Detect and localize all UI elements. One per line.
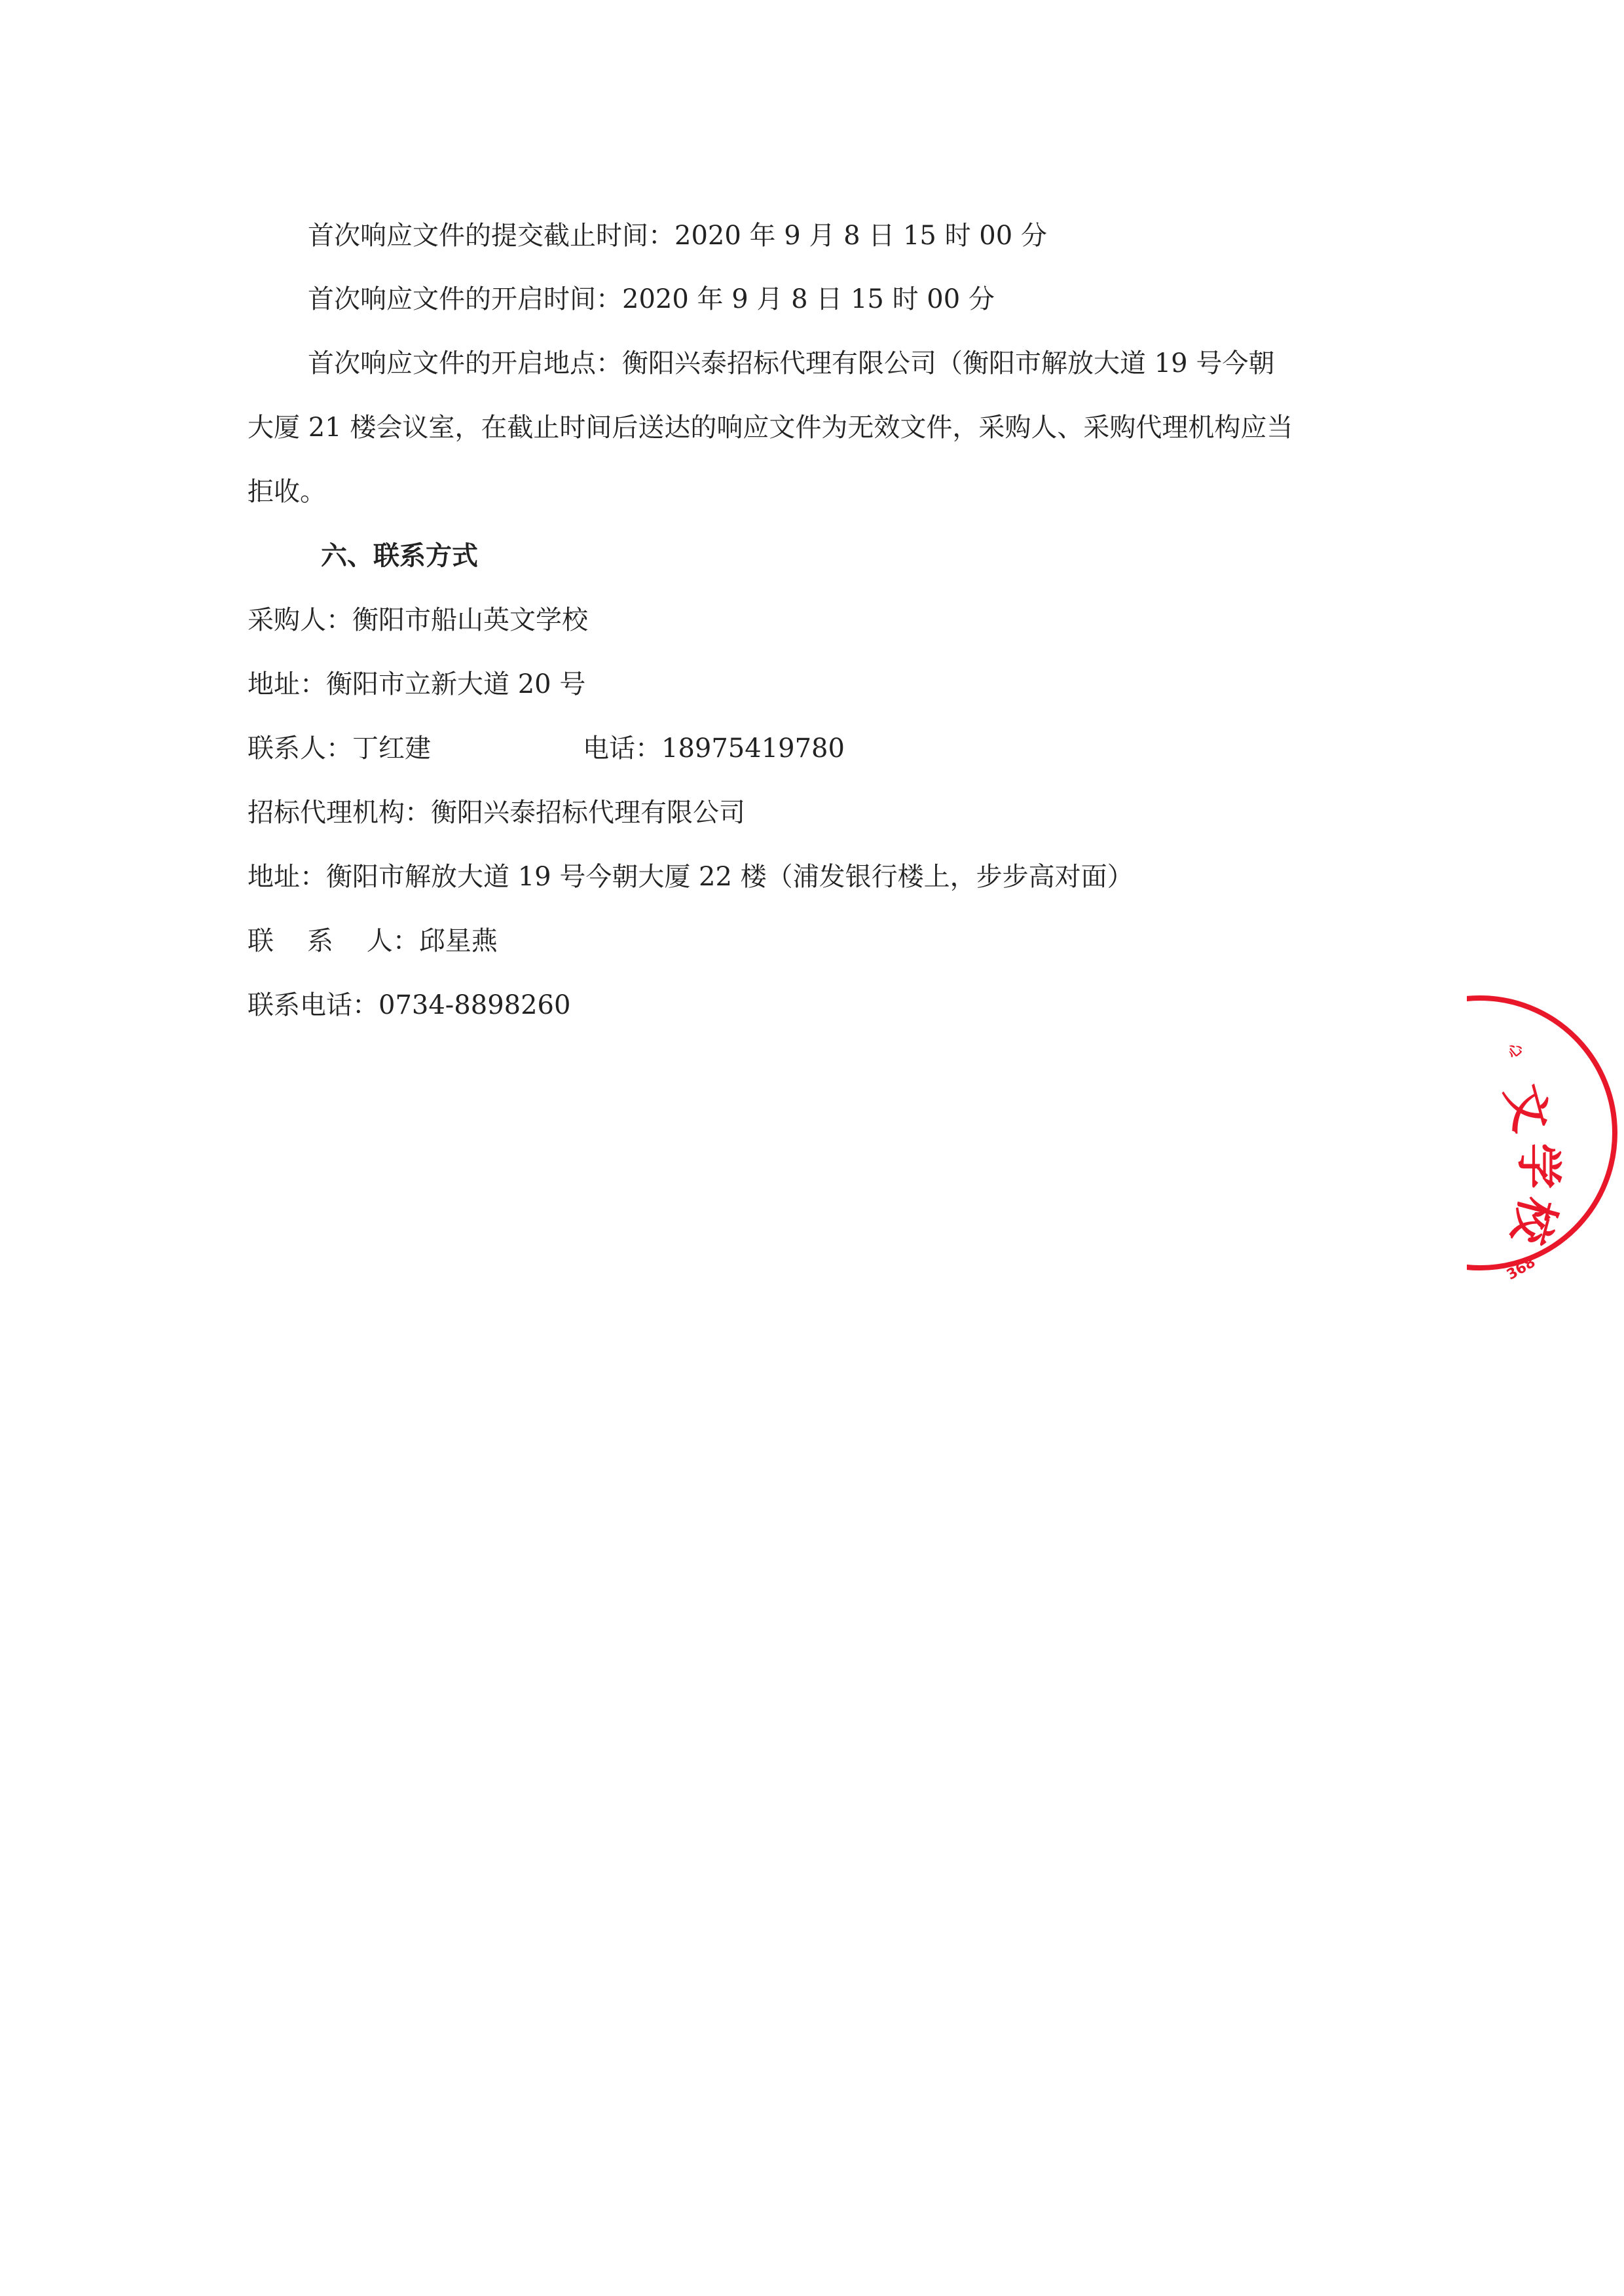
official-seal [1467, 995, 1624, 1297]
agency-phone: 联系电话：0734-8898260 [248, 990, 571, 1020]
seal-char-3: 校 [1502, 1191, 1566, 1250]
opening-time-text: 首次响应文件的开启时间：2020 年 9 月 8 日 15 时 00 分 [308, 284, 995, 314]
opening-place-line-1: 首次响应文件的开启地点：衡阳兴泰招标代理有限公司（衡阳市解放大道 19 号今朝 [308, 348, 1275, 379]
seal-number: 368 [1504, 1254, 1539, 1284]
section-heading: 六、联系方式 [321, 541, 478, 571]
deadline-text: 首次响应文件的提交截止时间：2020 年 9 月 8 日 15 时 00 分 [308, 221, 1047, 251]
agency-name: 招标代理机构：衡阳兴泰招标代理有限公司 [248, 798, 745, 828]
seal-char-1: 文 [1495, 1079, 1560, 1138]
seal-char-2: 学 [1511, 1143, 1566, 1189]
opening-place-line-2: 大厦 21 楼会议室，在截止时间后送达的响应文件为无效文件，采购人、采购代理机构应当 [248, 413, 1293, 443]
purchaser-name: 采购人：衡阳市船山英文学校 [248, 605, 588, 635]
purchaser-contact: 联系人：丁红建 [248, 733, 431, 764]
opening-place-line-3: 拒收。 [248, 477, 326, 507]
purchaser-phone: 电话：18975419780 [583, 733, 845, 764]
seal-ring [1342, 995, 1617, 1270]
agency-address: 地址：衡阳市解放大道 19 号今朝大厦 22 楼（浦发银行楼上，步步高对面） [248, 862, 1134, 892]
purchaser-address: 地址：衡阳市立新大道 20 号 [248, 669, 586, 699]
agency-contact: 联 系 人：邱星燕 [248, 926, 498, 956]
seal-top-mark: 心 [1504, 1040, 1526, 1062]
